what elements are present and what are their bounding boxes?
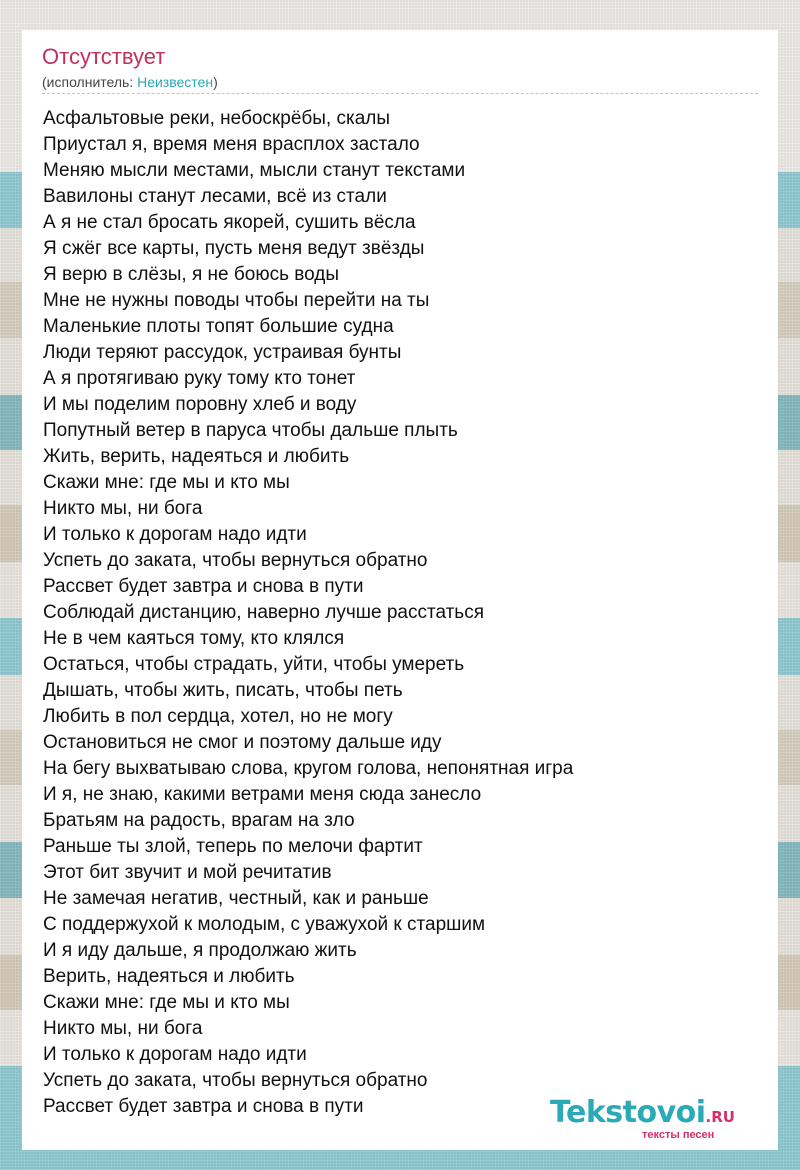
logo-tld: .RU [705,1108,735,1126]
lyric-line: И я, не знаю, какими ветрами меня сюда занесло [43,784,482,805]
lyric-line: Раньше ты злой, теперь по мелочи фартит [43,836,423,857]
lyric-line: И мы поделим поровну хлеб и воду [43,394,357,415]
lyrics-card [22,30,778,1150]
lyric-line: Не в чем каяться тому, кто клялся [43,628,345,649]
dashed-divider [42,93,758,94]
lyric-line: Жить, верить, надеяться и любить [43,446,350,467]
artist-suffix: ) [213,74,218,90]
lyric-line: Никто мы, ни бога [43,1018,203,1039]
artist-line [42,73,218,91]
song-title: Отсутствует [42,44,166,69]
lyric-line: И я иду дальше, я продолжаю жить [43,940,357,961]
lyric-line: На бегу выхватываю слова, кругом голова, непонятная игра [43,758,574,779]
site-logo[interactable] [550,1096,770,1140]
lyric-line: И только к дорогам надо идти [43,524,307,545]
lyric-line: Остаться, чтобы страдать, уйти, чтобы умереть [43,654,465,675]
lyric-line: Этот бит звучит и мой речитатив [43,862,332,883]
lyric-line: Любить в пол сердца, хотел, но не могу [43,706,393,727]
lyric-line: Скажи мне: где мы и кто мы [43,472,290,493]
lyric-line: Приустал я, время меня врасплох застало [43,134,420,155]
lyric-line: Соблюдай дистанцию, наверно лучше расстаться [43,602,484,623]
lyric-line: Успеть до заката, чтобы вернуться обратно [43,550,428,571]
lyrics-list [43,106,573,1120]
lyric-line: Рассвет будет завтра и снова в пути [43,1096,364,1117]
lyric-line: Меняю мысли местами, мысли станут текстами [43,160,466,181]
lyric-line: Успеть до заката, чтобы вернуться обратно [43,1070,428,1091]
lyric-line: Асфальтовые реки, небоскрёбы, скалы [43,108,391,129]
lyric-line: Не замечая негатив, честный, как и раньше [43,888,429,909]
lyric-line: Мне не нужны поводы чтобы перейти на ты [43,290,430,311]
logo-subtitle: тексты песен [642,1129,715,1141]
lyric-line: А я протягиваю руку тому кто тонет [43,368,356,389]
logo-main-text: Tekstovoi [550,1095,706,1130]
lyric-line: А я не стал бросать якорей, сушить вёсла [43,212,416,233]
lyric-line: И только к дорогам надо идти [43,1044,307,1065]
lyric-line: Люди теряют рассудок, устраивая бунты [43,342,402,363]
lyric-line: Я сжёг все карты, пусть меня ведут звёзды [43,238,425,259]
artist-link[interactable]: Неизвестен [137,74,214,90]
lyric-line: Попутный ветер в паруса чтобы дальше плыть [43,420,458,441]
lyric-line: Скажи мне: где мы и кто мы [43,992,290,1013]
lyric-line: Братьям на радость, врагам на зло [43,810,355,831]
lyric-line: Дышать, чтобы жить, писать, чтобы петь [43,680,403,701]
lyric-line: Я верю в слёзы, я не боюсь воды [43,264,340,285]
lyric-line: Верить, надеяться и любить [43,966,295,987]
lyric-line: Маленькие плоты топят большие судна [43,316,394,337]
lyric-line: Вавилоны станут лесами, всё из стали [43,186,387,207]
lyric-line: Никто мы, ни бога [43,498,203,519]
lyric-line: С поддержухой к молодым, с уважухой к старшим [43,914,486,935]
lyric-line: Остановиться не смог и поэтому дальше иду [43,732,442,753]
lyric-line: Рассвет будет завтра и снова в пути [43,576,364,597]
artist-prefix: (исполнитель: [42,74,138,90]
